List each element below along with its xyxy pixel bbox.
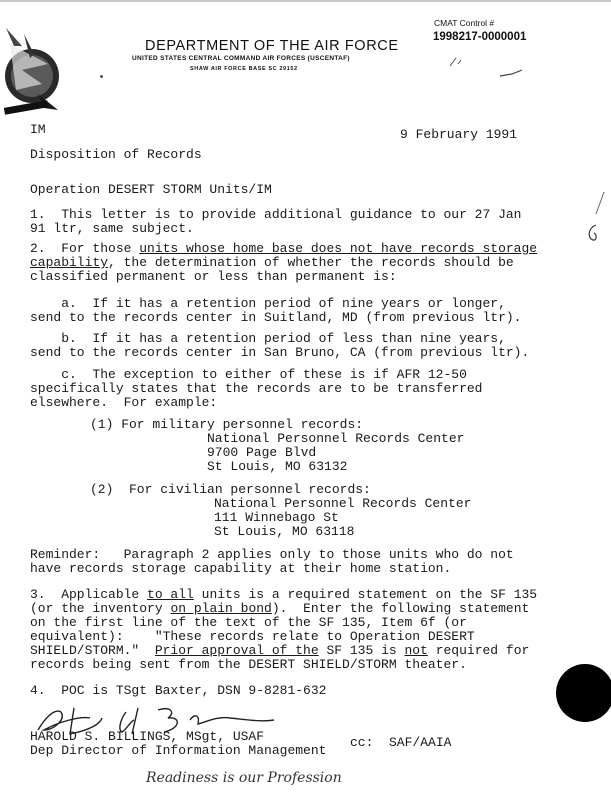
- subparagraph-c-line-3: elsewhere. For example:: [30, 395, 218, 410]
- paragraph-3-line-5: [30, 644, 529, 658]
- signer-title: Dep Director of Information Management: [30, 743, 327, 758]
- paragraph-3-underlined-text: not: [404, 643, 428, 658]
- memo-date: 9 February 1991: [400, 127, 518, 142]
- paragraph-1-line-2: 91 ltr, same subject.: [30, 221, 194, 236]
- paragraph-2-underlined-text: capability: [30, 255, 109, 270]
- signer-name: HAROLD S. BILLINGS, MSgt, USAF: [30, 729, 265, 744]
- department-heading: DEPARTMENT OF THE AIR FORCE: [145, 38, 399, 54]
- subparagraph-b-line-2: send to the records center in San Bruno, CA (from previous ltr).: [30, 345, 530, 360]
- cmat-control-number: 1998217-0000001: [433, 31, 527, 43]
- paragraph-3-text: ). Enter the following statement: [271, 601, 530, 616]
- paragraph-3-text: 3. Applicable: [30, 587, 148, 602]
- paragraph-2-underlined-text: units whose home base does not have records storage: [139, 241, 538, 256]
- pen-mark-icon: [498, 66, 526, 82]
- base-address: SHAW AIR FORCE BASE SC 29152: [190, 66, 298, 72]
- example-2-address-line-3: St Louis, MO 63118: [214, 524, 355, 539]
- reminder-line-1: Reminder: Paragraph 2 applies only to those units who do not: [30, 547, 514, 562]
- subparagraph-b-line-1: b. If it has a retention period of less than nine years,: [30, 331, 506, 346]
- memo-to-line: Operation DESERT STORM Units/IM: [30, 182, 272, 197]
- paragraph-2-line-1: [30, 242, 537, 256]
- cmat-control-label: CMAT Control #: [434, 18, 495, 28]
- dot-mark: [100, 75, 103, 78]
- subparagraph-c-line-1: c. The exception to either of these is if AFR 12-50: [30, 367, 467, 382]
- paragraph-3-text: required for: [427, 643, 530, 658]
- subparagraph-a-line-2: send to the records center in Suitland, MD (from previous ltr).: [30, 310, 522, 325]
- paragraph-3-line-2: [30, 602, 529, 616]
- pen-mark-icon: [448, 54, 472, 68]
- motto: Readiness is our Profession: [146, 770, 342, 786]
- example-1-address-line-3: St Louis, MO 63132: [207, 459, 348, 474]
- paragraph-3-text: units is a required statement on the SF 135: [193, 587, 538, 602]
- air-force-seal-icon: [4, 24, 66, 116]
- paragraph-3-line-3: on the first line of the text of the SF 135, Item 6f (or: [30, 615, 467, 630]
- subparagraph-a-line-1: a. If it has a retention period of nine years or longer,: [30, 296, 506, 311]
- paragraph-3-underlined-text: Prior approval of the: [154, 643, 319, 658]
- example-1-address-line-1: National Personnel Records Center: [207, 431, 465, 446]
- paragraph-3-underlined-text: to all: [147, 587, 194, 602]
- pen-stroke-icon: [594, 190, 606, 216]
- punch-hole: [556, 664, 611, 722]
- cc-line: cc: SAF/AAIA: [350, 735, 452, 750]
- paragraph-3-text: SF 135 is: [318, 643, 405, 658]
- example-2-label: (2) For civilian personnel records:: [90, 482, 371, 497]
- reminder-line-2: have records storage capability at their home station.: [30, 561, 452, 576]
- example-2-address-line-1: National Personnel Records Center: [214, 496, 472, 511]
- example-2-address-line-2: 111 Winnebago St: [214, 510, 339, 525]
- paragraph-3-line-6: records being sent from the DESERT SHIELD/STORM theater.: [30, 657, 467, 672]
- memo-subject: Disposition of Records: [30, 147, 202, 162]
- paragraph-3-underlined-text: on plain bond: [170, 601, 272, 616]
- paragraph-3-line-4: equivalent): "These records relate to Operation DESERT: [30, 629, 475, 644]
- paragraph-3-line-1: [30, 588, 537, 602]
- paragraph-1-line-1: 1. This letter is to provide additional guidance to our 27 Jan: [30, 207, 522, 222]
- paragraph-4: 4. POC is TSgt Baxter, DSN 9-8281-632: [30, 683, 327, 698]
- paragraph-2-text: 2. For those: [30, 241, 140, 256]
- example-1-address-line-2: 9700 Page Blvd: [207, 445, 317, 460]
- paragraph-2-line-3: classified permanent or less than permanent is:: [30, 269, 397, 284]
- handwritten-mark-icon: [584, 222, 600, 244]
- subparagraph-c-line-2: specifically states that the records are to be transferred: [30, 381, 483, 396]
- scan-edge-line: [0, 0, 611, 2]
- office-symbol: IM: [30, 122, 46, 137]
- example-1-label: (1) For military personnel records:: [90, 417, 364, 432]
- paragraph-2-line-2: [30, 256, 514, 270]
- command-subheading: UNITED STATES CENTRAL COMMAND AIR FORCES (USCENTAF): [132, 55, 350, 62]
- paragraph-2-text: , the determination of whether the records should be: [108, 255, 514, 270]
- paragraph-3-text: SHIELD/STORM.": [30, 643, 155, 658]
- paragraph-3-text: (or the inventory: [30, 601, 171, 616]
